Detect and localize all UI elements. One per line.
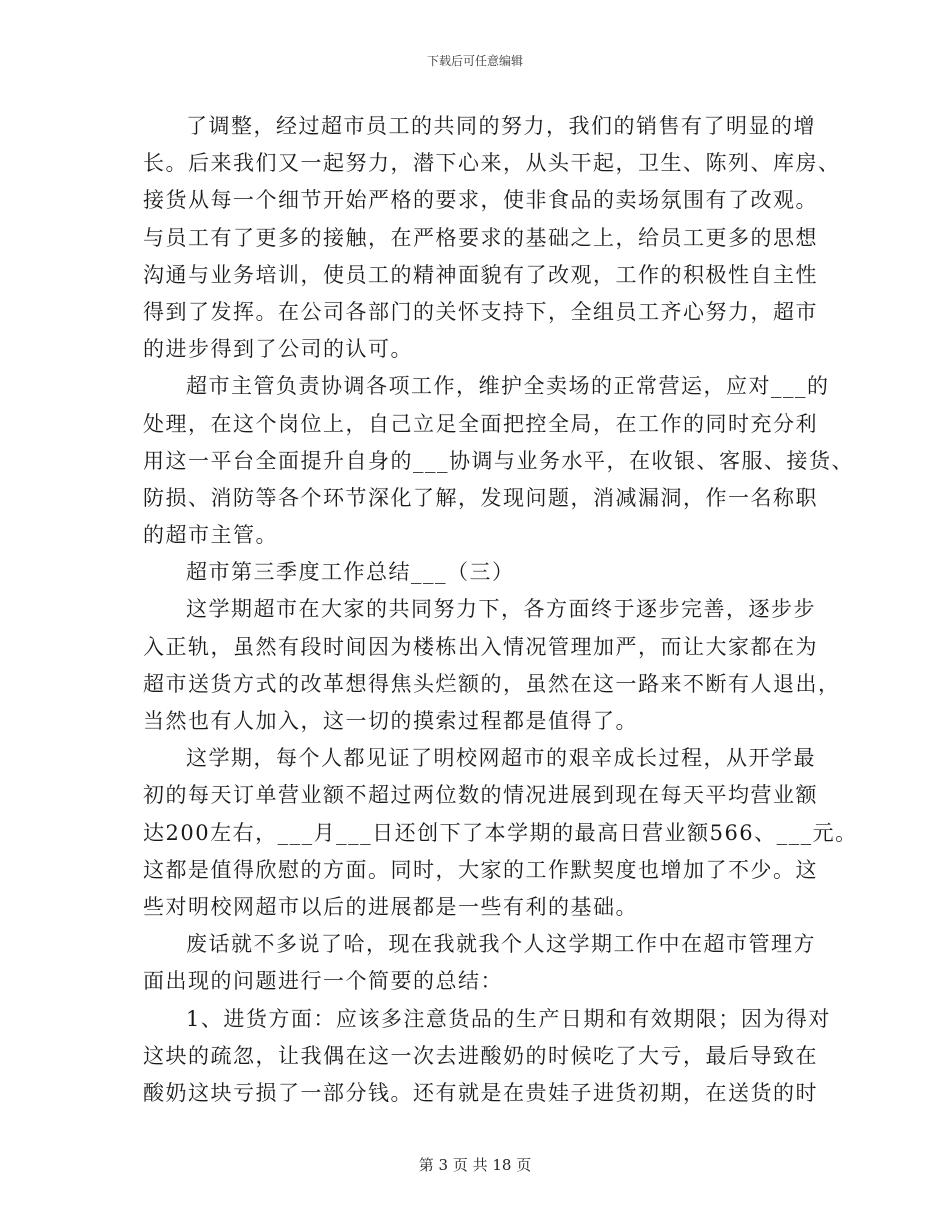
text-line: 这块的疏忽，让我偶在这一次去进酸奶的时候吃了大亏，最后导致在	[143, 1043, 818, 1068]
text-line: 防损、消防等各个环节深化了解，发现问题，消减漏洞，作一名称职	[143, 485, 818, 510]
text-line: 得到了发挥。在公司各部门的关怀支持下，全组员工齐心努力，超市	[143, 299, 818, 324]
text-line: 处理，在这个岗位上，自己立足全面把控全局，在工作的同时充分利	[143, 411, 818, 436]
text-line: 的超市主管。	[143, 523, 278, 548]
text-line: 这都是值得欣慰的方面。同时，大家的工作默契度也增加了不少。这	[143, 857, 818, 882]
text-line: 与员工有了更多的接触，在严格要求的基础之上，给员工更多的思想	[143, 225, 818, 250]
page-header: 下载后可任意编辑	[426, 54, 523, 68]
text-line: 1、进货方面：应该多注意货品的生产日期和有效期限；因为得对	[186, 1006, 831, 1031]
text-line: 长。后来我们又一起努力，潜下心来，从头干起，卫生、陈列、库房、	[143, 151, 841, 176]
text-line: 些对明校网超市以后的进展都是一些有利的基础。	[143, 894, 638, 919]
document-body	[143, 108, 858, 1112]
text-line: 接货从每一个细节开始严格的要求，使非食品的卖场氛围有了改观。	[143, 188, 818, 213]
text-line: 这学期，每个人都见证了明校网超市的艰辛成长过程，从开学最	[186, 746, 816, 771]
text-line: 超市第三季度工作总结___（三）	[186, 560, 515, 585]
text-line: 达200左右，___月___日还创下了本学期的最高日营业额566、___元。	[143, 820, 858, 845]
text-line: 入正轨，虽然有段时间因为楼栋出入情况管理加严，而让大家都在为	[143, 634, 818, 659]
page-footer: 第 3 页 共 18 页	[418, 1156, 532, 1174]
text-line: 面出现的问题进行一个简要的总结：	[143, 969, 503, 994]
text-line: 初的每天订单营业额不超过两位数的情况进展到现在每天平均营业额	[143, 783, 818, 808]
text-line: 酸奶这块亏损了一部分钱。还有就是在贵娃子进货初期，在送货的时	[143, 1080, 818, 1105]
text-line: 了调整，经过超市员工的共同的努力，我们的销售有了明显的增	[186, 114, 816, 138]
text-line: 沟通与业务培训，使员工的精神面貌有了改观，工作的积极性自主性	[143, 262, 818, 287]
text-line: 的进步得到了公司的认可。	[143, 337, 413, 362]
text-line: 这学期超市在大家的共同努力下，各方面终于逐步完善，逐步步	[186, 597, 816, 622]
text-line: 当然也有人加入，这一切的摸索过程都是值得了。	[143, 709, 638, 733]
text-line: 超市送货方式的改革想得焦头烂额的，虽然在这一路来不断有人退出，	[143, 671, 841, 696]
text-line: 用这一平台全面提升自身的___协调与业务水平，在收银、客服、接货、	[143, 448, 854, 473]
text-line: 超市主管负责协调各项工作，维护全卖场的正常营运，应对___的	[186, 374, 830, 399]
text-line: 废话就不多说了哈，现在我就我个人这学期工作中在超市管理方	[186, 932, 816, 957]
